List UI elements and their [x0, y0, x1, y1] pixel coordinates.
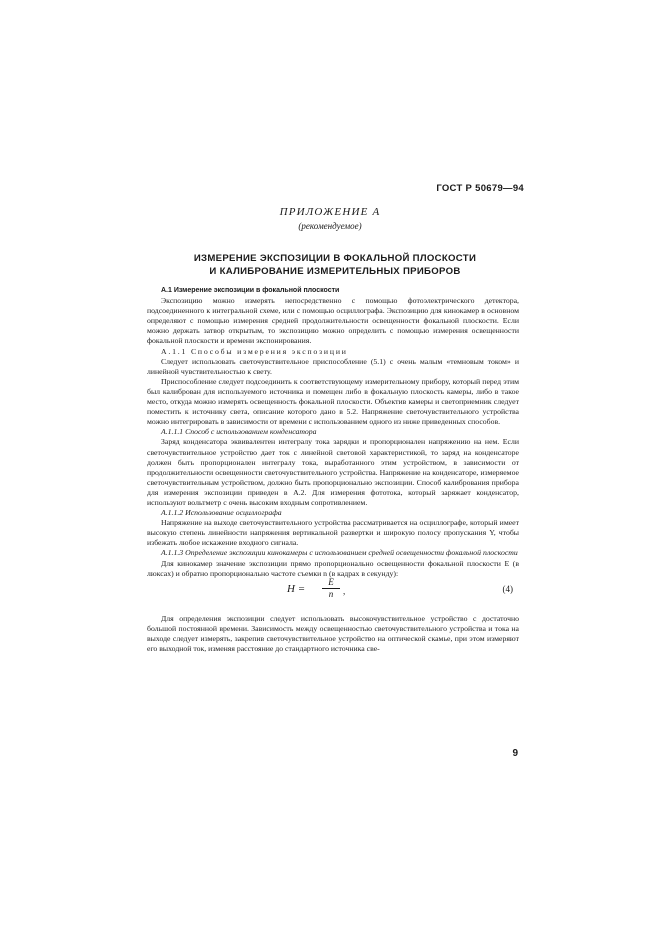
formula-number: (4) — [502, 583, 513, 594]
paragraph: Для кинокамер значение экспозиции прямо пропорционально освещенности фокальной плоскости E (в люксах) и обратно пропорционально частоте съемки n (в кадрах в секунду): — [147, 558, 519, 578]
formula-4 — [147, 576, 519, 611]
formula-variable-h: H — [287, 582, 295, 595]
formula-equals: = — [297, 582, 306, 595]
formula-denominator: n — [328, 588, 334, 599]
appendix-label: ПРИЛОЖЕНИЕ А — [279, 206, 381, 218]
document-body — [147, 286, 519, 654]
section-heading-a112: А.1.1.2 Использование осциллографа — [161, 508, 282, 518]
paragraph: Напряжение на выходе светочувствительного устройства рассматривается на осциллографе, который имеет высокую степень линейности напряжения вертикальной развертки и широкую полосу пропускания Y, чтобы избежать любое искажение входного сигнала. — [147, 518, 519, 548]
formula-lhs — [287, 584, 305, 594]
section-heading-a113: А.1.1.3 Определение экспозиции кинокамеры с использованием средней освещенности фокальной плоскости — [161, 548, 518, 558]
page-title — [150, 252, 520, 278]
paragraph: Заряд конденсатора эквивалентен интегралу тока зарядки и пропорционален напряжению на нем. Если светочувствительное устройство дает ток с линейной световой характеристикой, то заряд на конденсаторе должен быть пропорционален интегралу тока, выработанного этим устройством, в зависимости от продолжительности освещенности светочувствительного устройства. Напряжение на конденсаторе, измеряемое светочувствительным устройством, должно быть пропорционально экспозиции. Способ калибрования прибора для измерения экспозиции приведен в А.2. Для измерения фототока, который заряжает конденсатор, используют вольтметр с очень высоким входным сопротивлением. — [147, 437, 519, 507]
title-line-1: ИЗМЕРЕНИЕ ЭКСПОЗИЦИИ В ФОКАЛЬНОЙ ПЛОСКОСТИ — [193, 253, 477, 264]
paragraph: Экспозицию можно измерять непосредственно с помощью фотоэлектрического детектора, подсоединенного к интегральной схеме, или с помощью осциллографа. Экспозицию для кинокамер в основном определяют с помощью измерения средней продолжительности освещенности фокальной плоскости. Если можно держать затвор открытым, то экспозицию можно определить с помощью измерения освещенности фокальной плоскости и времени экспонирования. — [147, 296, 519, 346]
page-number: 9 — [512, 748, 518, 759]
section-heading-a1: А.1 Измерение экспозиции в фокальной плоскости — [161, 287, 340, 294]
formula-end: , — [343, 585, 346, 596]
title-line-2: И КАЛИБРОВАНИЕ ИЗМЕРИТЕЛЬНЫХ ПРИБОРОВ — [209, 266, 461, 277]
section-heading-a111: А.1.1.1 Способ с использованием конденсатора — [161, 427, 317, 437]
section-heading-a11: А.1.1 Способы измерения экспозиции — [161, 346, 348, 356]
appendix-status: (рекомендуемое) — [298, 221, 362, 231]
paragraph: Приспособление следует подсоединить к соответствующему измерительному прибору, который перед этим был калиброван для используемого источника и помещен либо в фокальную плоскость камеры, либо в такое место, откуда можно измерять освещенность фокальной плоскости. Объектив камеры и светоприемник следует поместить к источнику света, описание которого дано в 5.2. Напряжение светочувствительного устройства можно интегрировать в зависимости от времени с использованием одного из ниже приведенных способов. — [147, 376, 519, 427]
formula-fraction — [322, 577, 340, 599]
document-header: ГОСТ Р 50679—94 — [436, 183, 524, 194]
paragraph: Для определения экспозиции следует использовать высокочувствительное устройство с достаточно большой постоянной времени. Зависимость между освещенностью светочувствительного устройства и тока на выходе следует измерять, закрепив светочувствительное устройство на оптической скамье, при этом измеряют его выходной ток, изменяя расстояние до стандартного источника све- — [147, 613, 519, 653]
formula-numerator: E — [322, 577, 340, 589]
paragraph: Следует использовать светочувствительное приспособление (5.1) с очень малым «темновым током» и линейной чувствительностью к свету. — [147, 356, 519, 376]
